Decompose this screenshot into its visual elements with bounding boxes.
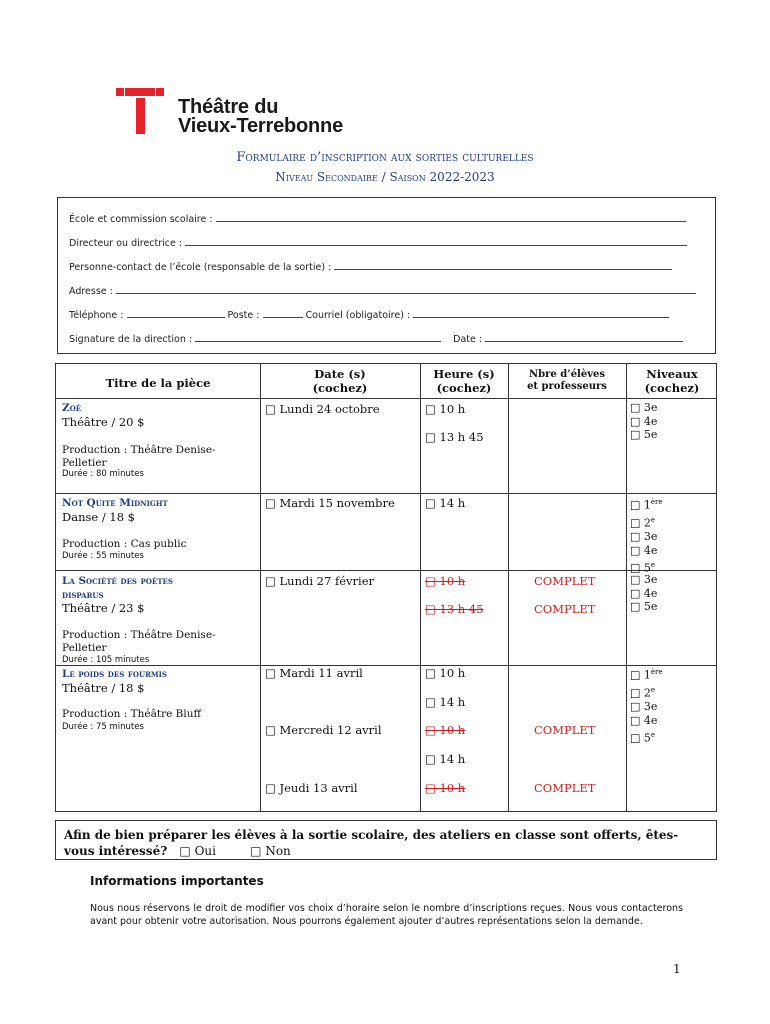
header-count: Nbre d’élèves et professeurs <box>527 369 607 392</box>
status-badge: COMPLET <box>534 574 596 588</box>
show-name: Zoé <box>62 402 82 414</box>
show-duration: Durée : 75 minutes <box>62 722 144 732</box>
header-title: Titre de la pièce <box>105 376 211 390</box>
hour-full: □ 10 h <box>425 781 466 795</box>
signature-row <box>69 332 683 345</box>
status-badge: COMPLET <box>534 602 596 616</box>
date-checkbox[interactable]: □ Lundi 24 octobre <box>265 402 380 416</box>
show-duration: Durée : 80 minutes <box>62 469 144 479</box>
logo-line-1: Théâtre du <box>178 96 279 118</box>
status-badge: COMPLET <box>534 781 596 795</box>
workshop-question: Afin de bien préparer les élèves à la sortie scolaire, des ateliers en classe sont offerts, êtes- <box>64 828 679 842</box>
phone-row <box>69 308 669 321</box>
signature-field[interactable] <box>195 332 441 342</box>
hour-full: □ 10 h <box>425 723 466 737</box>
email-label: Courriel (obligatoire) : <box>305 310 411 321</box>
important-info-heading: Informations importantes <box>90 874 264 888</box>
show-genre: Théâtre / 23 $ <box>62 601 145 615</box>
extension-field[interactable] <box>263 308 303 318</box>
levels-checklist[interactable]: □ 1ère □ 2e □ 3e □ 4e □ 5e <box>630 668 663 745</box>
date-checkbox[interactable]: □ Mardi 11 avril <box>265 666 363 680</box>
date-checkbox[interactable]: □ Mercredi 12 avril <box>265 723 382 737</box>
levels-checklist[interactable]: □ 1ère □ 2e □ 3e □ 4e □ 5e <box>630 498 663 575</box>
hour-full: □ 13 h 45 <box>425 602 484 616</box>
hour-checkbox[interactable]: □ 14 h <box>425 496 466 510</box>
date-checkbox[interactable]: □ Lundi 27 février <box>265 574 374 588</box>
levels-checklist[interactable]: □ 3e □ 4e □ 5e <box>630 573 658 613</box>
show-name: La Société des poètes disparus <box>62 575 173 601</box>
show-duration: Durée : 105 minutes <box>62 655 150 665</box>
address-label: Adresse : <box>69 286 113 297</box>
date-field[interactable] <box>485 332 683 342</box>
director-label: Directeur ou directrice : <box>69 238 183 249</box>
show-genre: Théâtre / 18 $ <box>62 681 145 695</box>
school-label: École et commission scolaire : <box>69 214 213 225</box>
show-genre: Théâtre / 20 $ <box>62 415 145 429</box>
director-field[interactable] <box>69 236 687 249</box>
school-field[interactable] <box>69 212 686 225</box>
theatre-logo-icon <box>116 88 164 134</box>
signature-label: Signature de la direction : <box>69 334 193 345</box>
hour-checkbox[interactable]: □ 10 h <box>425 402 466 416</box>
header-dates: Date (s) (cochez) <box>312 367 368 395</box>
show-genre: Danse / 18 $ <box>62 510 135 524</box>
date-label: Date : <box>453 334 483 345</box>
workshop-no-checkbox[interactable]: □ Non <box>250 844 291 858</box>
important-info-text: Nous nous réservons le droit de modifier vos choix d’horaire selon le nombre d’inscriptions reçues. Nous vous contacterons avant pour obtenir votre autorisation. Nous pourrons également ajouter d’autres représentations selon la demande. <box>90 903 683 927</box>
email-field[interactable] <box>413 308 669 318</box>
logo-line-2: Vieux-Terrebonne <box>178 115 343 137</box>
shows-table <box>55 363 717 812</box>
extension-label: Poste : <box>227 310 260 321</box>
show-duration: Durée : 55 minutes <box>62 551 144 561</box>
date-checkbox[interactable]: □ Mardi 15 novembre <box>265 496 395 510</box>
phone-field[interactable] <box>127 308 225 318</box>
date-checkbox[interactable]: □ Jeudi 13 avril <box>265 781 358 795</box>
hour-checkbox[interactable]: □ 13 h 45 <box>425 430 484 444</box>
address-field[interactable] <box>69 284 696 297</box>
show-production: Production : Cas public <box>62 538 187 550</box>
show-name: Not Quite Midnight <box>62 497 168 509</box>
school-info-box <box>57 197 716 354</box>
status-badge: COMPLET <box>534 723 596 737</box>
workshop-yes-checkbox[interactable]: □ Oui <box>179 844 216 858</box>
show-production: Production : Théâtre Bluff <box>62 708 201 720</box>
page-number: 1 <box>673 962 681 976</box>
contact-field[interactable] <box>69 260 672 273</box>
show-production: Production : Théâtre Denise- Pelletier <box>62 629 216 654</box>
hour-checkbox[interactable]: □ 14 h <box>425 752 466 766</box>
workshop-question-end: vous intéressé? <box>64 844 168 858</box>
levels-checklist[interactable]: □ 3e □ 4e □ 5e <box>630 401 658 441</box>
header-hours: Heure (s) (cochez) <box>433 367 495 395</box>
header-levels: Niveaux (cochez) <box>644 367 700 395</box>
hour-checkbox[interactable]: □ 14 h <box>425 695 466 709</box>
page-title: Formulaire d’inscription aux sorties culturelles <box>236 150 534 165</box>
show-production: Production : Théâtre Denise- Pelletier <box>62 444 216 469</box>
hour-checkbox[interactable]: □ 10 h <box>425 666 466 680</box>
contact-label: Personne-contact de l’école (responsable de la sortie) : <box>69 262 332 273</box>
hour-full: □ 10 h <box>425 574 466 588</box>
logo-wordmark <box>178 98 343 136</box>
workshop-question-box <box>55 820 717 860</box>
show-name: Le poids des fourmis <box>62 668 167 680</box>
page-subtitle: Niveau Secondaire / Saison 2022-2023 <box>275 170 495 184</box>
phone-label: Téléphone : <box>69 310 124 321</box>
